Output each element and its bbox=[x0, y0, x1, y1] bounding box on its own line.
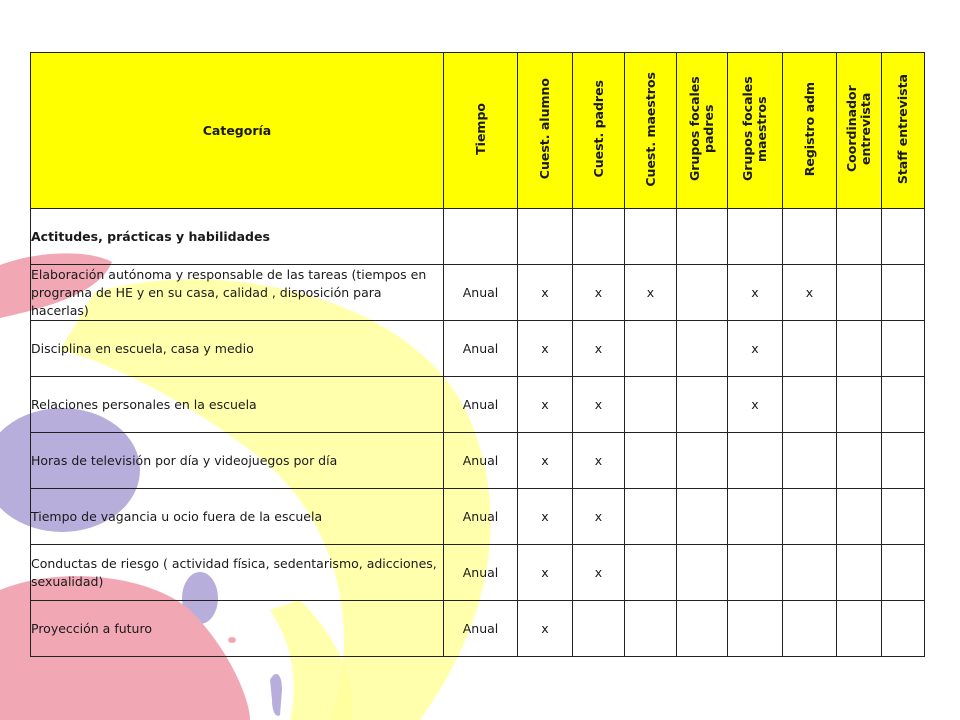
mark-cell: x bbox=[728, 265, 783, 321]
mark-cell bbox=[783, 321, 837, 377]
mark-cell bbox=[625, 489, 677, 545]
lavender-streak bbox=[270, 674, 282, 716]
column-header-registro-adm: Registro adm bbox=[783, 53, 837, 209]
mark-cell bbox=[783, 489, 837, 545]
mark-cell bbox=[837, 433, 882, 489]
category-label: Relaciones personales en la escuela bbox=[31, 377, 444, 433]
mark-cell: x bbox=[573, 545, 625, 601]
category-label: Elaboración autónoma y responsable de las tareas (tiempos en programa de HE y en su casa, calidad , disposición para hacerlas) bbox=[31, 265, 444, 321]
mark-cell: x bbox=[573, 489, 625, 545]
time-cell: Anual bbox=[444, 433, 518, 489]
table-row bbox=[31, 601, 925, 657]
column-header-staff-entrevista: Staff entrevista bbox=[882, 53, 925, 209]
mark-cell bbox=[882, 321, 925, 377]
table-row bbox=[31, 321, 925, 377]
mark-cell: x bbox=[518, 377, 573, 433]
mark-cell bbox=[882, 377, 925, 433]
mark-cell bbox=[677, 209, 728, 265]
time-cell: Anual bbox=[444, 601, 518, 657]
column-header-cuest-maestros: Cuest. maestros bbox=[625, 53, 677, 209]
mark-cell bbox=[837, 545, 882, 601]
mark-cell bbox=[728, 601, 783, 657]
mark-cell: x bbox=[518, 489, 573, 545]
mark-cell bbox=[837, 209, 882, 265]
mark-cell bbox=[518, 209, 573, 265]
mark-cell: x bbox=[518, 265, 573, 321]
table-row bbox=[31, 265, 925, 321]
mark-cell bbox=[882, 601, 925, 657]
mark-cell bbox=[837, 377, 882, 433]
column-header-grupos-focales-padres: Grupos focales padres bbox=[677, 53, 728, 209]
mark-cell bbox=[837, 489, 882, 545]
mark-cell bbox=[625, 545, 677, 601]
mark-cell: x bbox=[518, 545, 573, 601]
mark-cell bbox=[677, 433, 728, 489]
category-label: Conductas de riesgo ( actividad física, sedentarismo, adicciones, sexualidad) bbox=[31, 545, 444, 601]
evaluation-matrix bbox=[30, 52, 925, 657]
section-label: Actitudes, prácticas y habilidades bbox=[31, 209, 444, 265]
mark-cell bbox=[625, 433, 677, 489]
column-header-cuest-padres: Cuest. padres bbox=[573, 53, 625, 209]
mark-cell: x bbox=[518, 433, 573, 489]
mark-cell: x bbox=[518, 601, 573, 657]
column-header-tiempo: Tiempo bbox=[444, 53, 518, 209]
mark-cell bbox=[783, 377, 837, 433]
mark-cell bbox=[677, 377, 728, 433]
header-row bbox=[31, 53, 925, 209]
time-cell: Anual bbox=[444, 489, 518, 545]
column-header-cuest-alumno: Cuest. alumno bbox=[518, 53, 573, 209]
time-cell: Anual bbox=[444, 265, 518, 321]
mark-cell: x bbox=[573, 433, 625, 489]
mark-cell bbox=[677, 265, 728, 321]
mark-cell bbox=[625, 377, 677, 433]
mark-cell bbox=[783, 433, 837, 489]
mark-cell bbox=[882, 489, 925, 545]
mark-cell bbox=[882, 433, 925, 489]
time-cell bbox=[444, 209, 518, 265]
section-row bbox=[31, 209, 925, 265]
column-header-categoria: Categoría bbox=[31, 53, 444, 209]
mark-cell bbox=[728, 489, 783, 545]
mark-cell: x bbox=[728, 321, 783, 377]
mark-cell bbox=[728, 545, 783, 601]
mark-cell: x bbox=[625, 265, 677, 321]
mark-cell bbox=[783, 601, 837, 657]
table-row bbox=[31, 433, 925, 489]
mark-cell bbox=[783, 545, 837, 601]
table-row bbox=[31, 377, 925, 433]
mark-cell bbox=[677, 601, 728, 657]
mark-cell: x bbox=[573, 377, 625, 433]
time-cell: Anual bbox=[444, 321, 518, 377]
time-cell: Anual bbox=[444, 545, 518, 601]
column-header-grupos-focales-maestros: Grupos focales maestros bbox=[728, 53, 783, 209]
mark-cell bbox=[677, 545, 728, 601]
mark-cell bbox=[728, 209, 783, 265]
mark-cell bbox=[728, 433, 783, 489]
mark-cell: x bbox=[783, 265, 837, 321]
mark-cell: x bbox=[573, 321, 625, 377]
mark-cell bbox=[882, 209, 925, 265]
mark-cell bbox=[837, 265, 882, 321]
mark-cell bbox=[625, 209, 677, 265]
mark-cell: x bbox=[728, 377, 783, 433]
mark-cell bbox=[837, 601, 882, 657]
category-label: Tiempo de vagancia u ocio fuera de la escuela bbox=[31, 489, 444, 545]
category-label: Horas de televisión por día y videojuegos por día bbox=[31, 433, 444, 489]
mark-cell bbox=[573, 601, 625, 657]
table-row bbox=[31, 489, 925, 545]
mark-cell bbox=[837, 321, 882, 377]
mark-cell bbox=[625, 321, 677, 377]
column-header-coordinador-entrevista: Coordinador entrevista bbox=[837, 53, 882, 209]
table-row bbox=[31, 545, 925, 601]
category-label: Disciplina en escuela, casa y medio bbox=[31, 321, 444, 377]
mark-cell bbox=[882, 545, 925, 601]
mark-cell bbox=[783, 209, 837, 265]
mark-cell bbox=[625, 601, 677, 657]
mark-cell bbox=[573, 209, 625, 265]
mark-cell bbox=[677, 489, 728, 545]
mark-cell: x bbox=[573, 265, 625, 321]
mark-cell bbox=[882, 265, 925, 321]
time-cell: Anual bbox=[444, 377, 518, 433]
mark-cell: x bbox=[518, 321, 573, 377]
category-label: Proyección a futuro bbox=[31, 601, 444, 657]
mark-cell bbox=[677, 321, 728, 377]
